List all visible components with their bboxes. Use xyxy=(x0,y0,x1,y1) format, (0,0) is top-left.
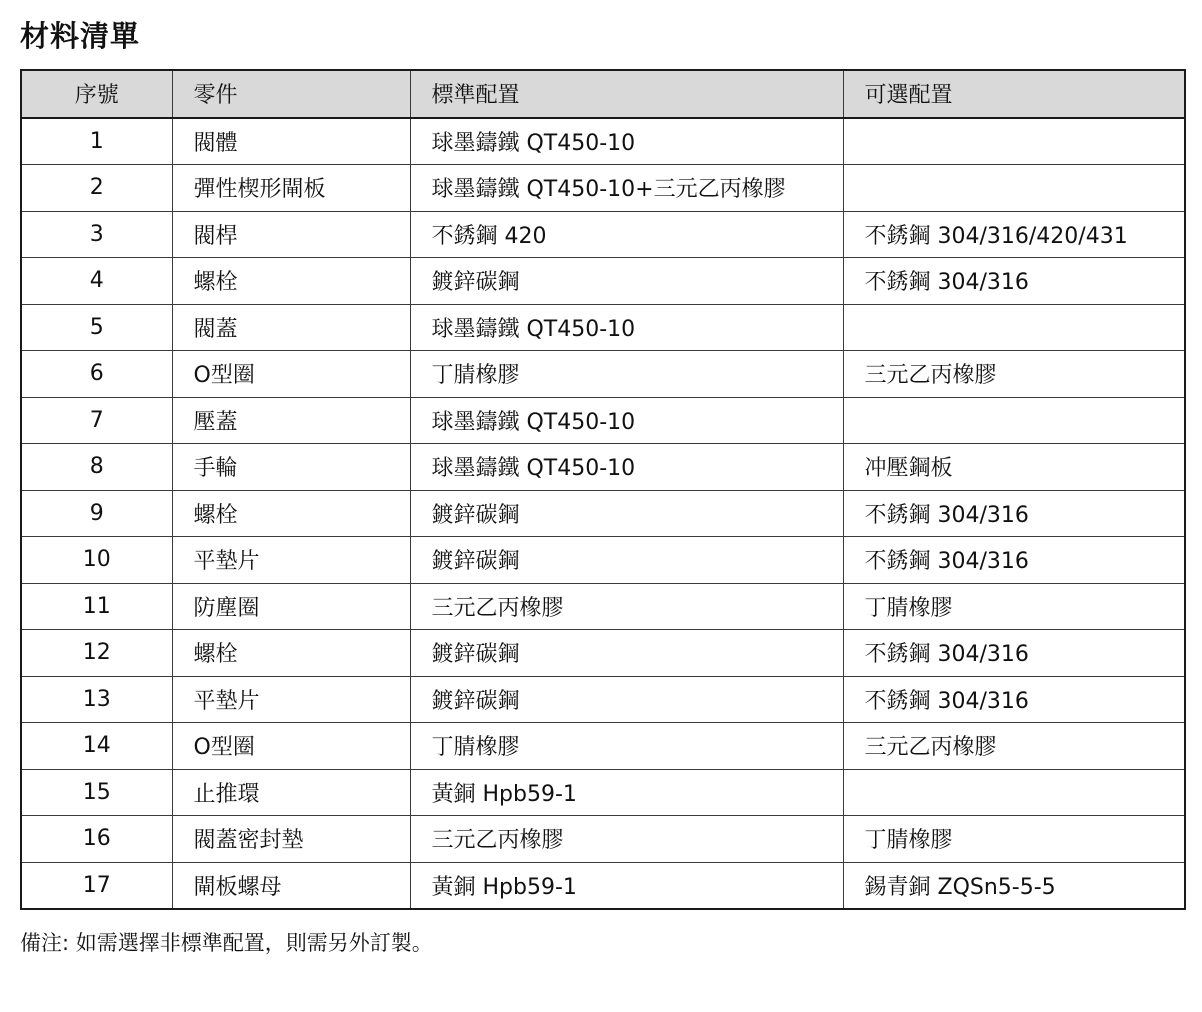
cell-number: 17 xyxy=(21,862,172,909)
cell-standard-config: 鍍鋅碳鋼 xyxy=(410,537,843,584)
table-row xyxy=(21,816,1185,863)
header-optional-config: 可選配置 xyxy=(843,70,1185,118)
cell-number: 9 xyxy=(21,490,172,537)
table-row xyxy=(21,490,1185,537)
cell-number: 16 xyxy=(21,816,172,863)
table-row xyxy=(21,583,1185,630)
cell-standard-config: 三元乙丙橡膠 xyxy=(410,583,843,630)
cell-number: 3 xyxy=(21,211,172,258)
cell-standard-config: 球墨鑄鐵 QT450-10 xyxy=(410,304,843,351)
cell-optional-config xyxy=(843,165,1185,212)
cell-number: 5 xyxy=(21,304,172,351)
table-row xyxy=(21,397,1185,444)
footnote: 備注: 如需選擇非標準配置，則需另外訂製。 xyxy=(20,931,433,955)
cell-number: 8 xyxy=(21,444,172,491)
cell-part: 螺栓 xyxy=(172,490,410,537)
header-number: 序號 xyxy=(21,70,172,118)
cell-part: 平墊片 xyxy=(172,537,410,584)
table-body xyxy=(21,118,1185,910)
cell-number: 15 xyxy=(21,769,172,816)
cell-part: 平墊片 xyxy=(172,676,410,723)
table-row xyxy=(21,537,1185,584)
cell-part: 閥桿 xyxy=(172,211,410,258)
cell-number: 2 xyxy=(21,165,172,212)
cell-part: 壓蓋 xyxy=(172,397,410,444)
cell-number: 12 xyxy=(21,630,172,677)
cell-optional-config: 丁腈橡膠 xyxy=(843,583,1185,630)
cell-part: 閘板螺母 xyxy=(172,862,410,909)
table-row xyxy=(21,165,1185,212)
cell-number: 11 xyxy=(21,583,172,630)
table-row xyxy=(21,304,1185,351)
page-title: 材料清單 xyxy=(20,19,141,53)
cell-standard-config: 鍍鋅碳鋼 xyxy=(410,490,843,537)
cell-optional-config: 不銹鋼 304/316 xyxy=(843,258,1185,305)
table-row xyxy=(21,723,1185,770)
cell-standard-config: 丁腈橡膠 xyxy=(410,351,843,398)
cell-standard-config: 球墨鑄鐵 QT450-10 xyxy=(410,397,843,444)
cell-optional-config xyxy=(843,397,1185,444)
table-row xyxy=(21,769,1185,816)
table-row xyxy=(21,211,1185,258)
cell-standard-config: 球墨鑄鐵 QT450-10 xyxy=(410,118,843,165)
cell-standard-config: 鍍鋅碳鋼 xyxy=(410,630,843,677)
cell-standard-config: 不銹鋼 420 xyxy=(410,211,843,258)
cell-number: 10 xyxy=(21,537,172,584)
table-row xyxy=(21,630,1185,677)
table-header-row xyxy=(21,70,1185,118)
cell-number: 13 xyxy=(21,676,172,723)
cell-part: 螺栓 xyxy=(172,258,410,305)
cell-optional-config: 冲壓鋼板 xyxy=(843,444,1185,491)
table-row xyxy=(21,258,1185,305)
cell-standard-config: 球墨鑄鐵 QT450-10+三元乙丙橡膠 xyxy=(410,165,843,212)
cell-optional-config xyxy=(843,769,1185,816)
cell-standard-config: 球墨鑄鐵 QT450-10 xyxy=(410,444,843,491)
cell-part: 閥蓋密封墊 xyxy=(172,816,410,863)
cell-part: 手輪 xyxy=(172,444,410,491)
cell-part: 彈性楔形閘板 xyxy=(172,165,410,212)
cell-part: 閥體 xyxy=(172,118,410,165)
cell-standard-config: 三元乙丙橡膠 xyxy=(410,816,843,863)
cell-part: 防塵圈 xyxy=(172,583,410,630)
cell-part: 止推環 xyxy=(172,769,410,816)
table-row xyxy=(21,351,1185,398)
cell-optional-config: 不銹鋼 304/316 xyxy=(843,676,1185,723)
table-row xyxy=(21,676,1185,723)
table-row xyxy=(21,862,1185,909)
table-header xyxy=(21,70,1185,118)
cell-number: 6 xyxy=(21,351,172,398)
header-part: 零件 xyxy=(172,70,410,118)
cell-optional-config xyxy=(843,118,1185,165)
cell-part: 閥蓋 xyxy=(172,304,410,351)
cell-optional-config: 丁腈橡膠 xyxy=(843,816,1185,863)
cell-optional-config: 不銹鋼 304/316 xyxy=(843,630,1185,677)
cell-standard-config: 鍍鋅碳鋼 xyxy=(410,258,843,305)
cell-optional-config: 三元乙丙橡膠 xyxy=(843,723,1185,770)
cell-part: O型圈 xyxy=(172,723,410,770)
cell-number: 1 xyxy=(21,118,172,165)
cell-standard-config: 丁腈橡膠 xyxy=(410,723,843,770)
cell-number: 7 xyxy=(21,397,172,444)
cell-optional-config: 不銹鋼 304/316/420/431 xyxy=(843,211,1185,258)
cell-optional-config xyxy=(843,304,1185,351)
cell-optional-config: 三元乙丙橡膠 xyxy=(843,351,1185,398)
cell-standard-config: 黃銅 Hpb59-1 xyxy=(410,862,843,909)
cell-optional-config: 不銹鋼 304/316 xyxy=(843,490,1185,537)
table-row xyxy=(21,444,1185,491)
table-row xyxy=(21,118,1185,165)
cell-part: 螺栓 xyxy=(172,630,410,677)
cell-optional-config: 錫青銅 ZQSn5-5-5 xyxy=(843,862,1185,909)
cell-standard-config: 黃銅 Hpb59-1 xyxy=(410,769,843,816)
cell-number: 14 xyxy=(21,723,172,770)
cell-number: 4 xyxy=(21,258,172,305)
bill-of-materials-table xyxy=(20,69,1186,910)
cell-standard-config: 鍍鋅碳鋼 xyxy=(410,676,843,723)
header-standard-config: 標準配置 xyxy=(410,70,843,118)
cell-part: O型圈 xyxy=(172,351,410,398)
cell-optional-config: 不銹鋼 304/316 xyxy=(843,537,1185,584)
